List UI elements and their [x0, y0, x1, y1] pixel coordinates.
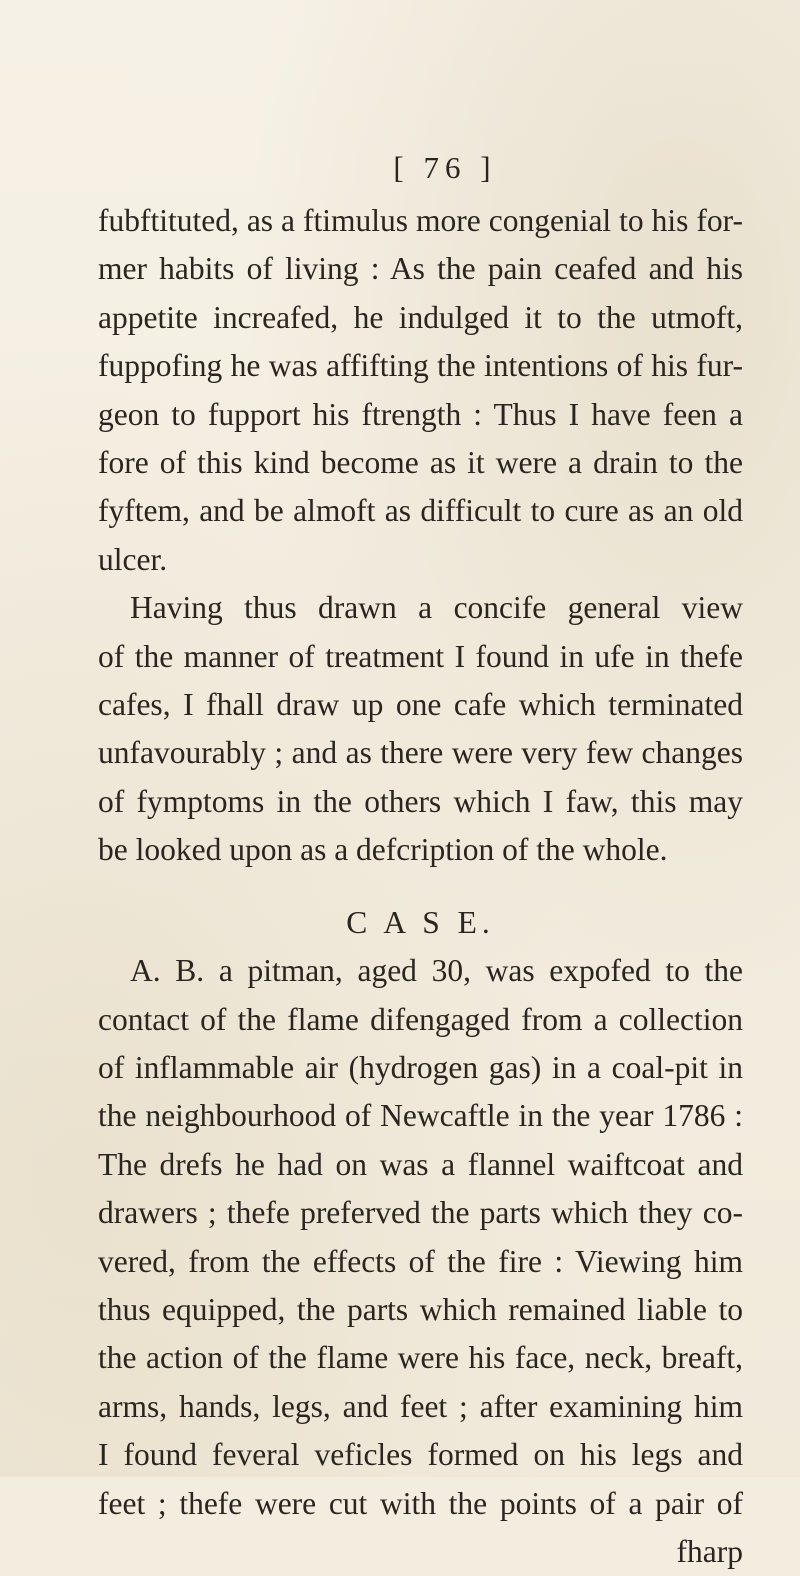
text-line: The drefs he had on was a flannel waiftcoat and	[98, 1146, 743, 1182]
paragraph-3	[98, 947, 743, 1528]
spacer	[98, 875, 743, 899]
section-heading: C A S E.	[346, 904, 495, 940]
text-line: appetite increafed, he indulged it to the utmoft,	[98, 299, 743, 335]
text-line: the neighbourhood of Newcaftle in the year 1786 :	[98, 1098, 743, 1134]
paragraph-1	[98, 197, 743, 584]
text-line: of inflammable air (hydrogen gas) in a coal-pit in	[98, 1049, 743, 1085]
text-line: I found feveral veficles formed on his legs and	[98, 1437, 743, 1473]
text-line: the action of the flame were his face, neck, breaft,	[98, 1340, 743, 1376]
text-line: contact of the flame difengaged from a collection	[98, 1001, 743, 1037]
text-line: feet ; thefe were cut with the points of a pair of	[98, 1485, 743, 1521]
text-line: fubftituted, as a ftimulus more congenial to his for-	[98, 203, 743, 238]
text-line: Having thus drawn a concife general view	[130, 590, 743, 626]
text-line: arms, hands, legs, and feet ; after examining him	[98, 1388, 743, 1424]
text-line: cafes, I fhall draw up one cafe which terminated	[98, 687, 743, 723]
catchword: fharp	[676, 1533, 743, 1569]
text-line: vered, from the effects of the fire : Viewing him	[98, 1243, 743, 1279]
text-line: be looked upon as a defcription of the whole.	[98, 832, 668, 868]
text-line: mer habits of living : As the pain ceafed and his	[98, 251, 743, 287]
page-body	[98, 197, 743, 1576]
text-line: geon to fupport his ftrength : Thus I have feen a	[98, 396, 743, 432]
text-line: of fymptoms in the others which I faw, this may	[98, 783, 743, 819]
text-line: A. B. a pitman, aged 30, was expofed to the	[130, 953, 743, 989]
text-line: ulcer.	[98, 541, 168, 577]
text-line: of the manner of treatment I found in ufe in thefe	[98, 638, 743, 674]
text-line: thus equipped, the parts which remained liable to	[98, 1291, 743, 1327]
text-line: drawers ; thefe preferved the parts which they co-	[98, 1195, 743, 1231]
text-line: fuppofing he was affifting the intentions of his fur-	[98, 348, 743, 384]
page-number-header: [ 76 ]	[393, 150, 497, 185]
text-line: fyftem, and be almoft as difficult to cure as an old	[98, 493, 743, 529]
text-line: unfavourably ; and as there were very few changes	[98, 735, 743, 771]
paragraph-2	[98, 584, 743, 874]
text-line: fore of this kind become as it were a drain to the	[98, 445, 743, 481]
